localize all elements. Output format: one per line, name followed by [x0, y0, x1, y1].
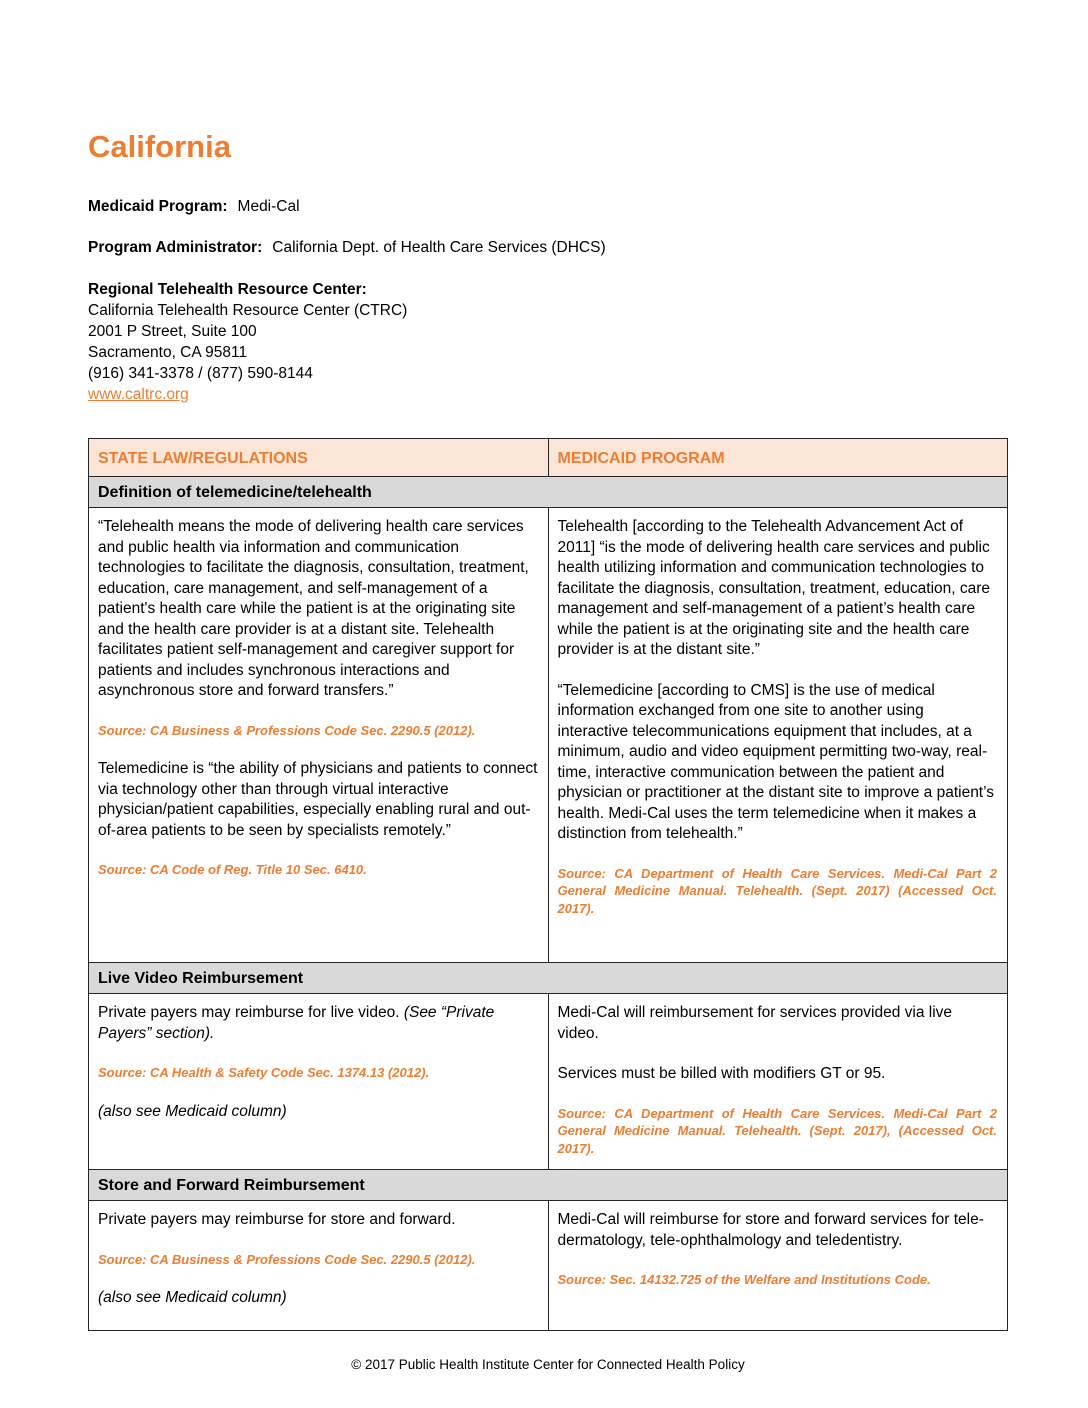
definition-medicaid-source1: Source: CA Department of Health Care Services. Medi-Cal Part 2 General Medicine Manual. Telehealth. (Sept. 2017) (Accessed Oct. 2017). [557, 865, 997, 916]
definition-medicaid-p1: Telehealth [according to the Telehealth Advancement Act of 2011] “is the mode of delivering health care services and public health utilizing information and communication technologies to facilitate the diagnosis, consultation, treatment, education, care management and self-management of a patient’s health care while the patient is at the originating site and the health care provider is at the distant site.” [557, 518, 991, 658]
store-forward-medicaid-source1: Source: Sec. 14132.725 of the Welfare and Institutions Code. [557, 1272, 931, 1287]
live-video-state-law-source1: Source: CA Health & Safety Code Sec. 1374.13 (2012). [98, 1065, 430, 1080]
store-forward-state-law-note: (also see Medicaid column) [98, 1289, 287, 1306]
policy-table [88, 438, 1008, 1331]
definition-state-law-source1: Source: CA Business & Professions Code Sec. 2290.5 (2012). [98, 722, 476, 738]
store-forward-medicaid-p1: Medi-Cal will reimburse for store and forward services for tele-dermatology, tele-ophthalmology and teledentistry. [557, 1211, 984, 1249]
table-row-definition [89, 508, 1008, 963]
live-video-state-law-note: (also see Medicaid column) [98, 1102, 287, 1120]
resource-center-city: Sacramento, CA 95811 [88, 344, 248, 361]
resource-center-label: Regional Telehealth Resource Center: [88, 281, 367, 298]
column-header-medicaid: MEDICAID PROGRAM [548, 439, 1008, 477]
definition-state-law-p1: “Telehealth means the mode of delivering health care services and public health via information and communication technologies to facilitate the diagnosis, consultation, treatment, education, care management, and self-management of a patient's health care while the patient is at the originating site and the health care provider is at a distant site. Telehealth facilitates patient self-management and caregiver support for patients and includes synchronous interactions and asynchronous store and forward transfers.” [98, 518, 529, 699]
resource-center-link-row [88, 384, 1008, 405]
definition-state-law-p2: Telemedicine is “the ability of physicians and patients to connect via technology other than through virtual interactive physician/patient capabilities, especially enabling rural and out-of-area patients to be seen by specialists remotely.” [98, 760, 538, 839]
live-video-state-law-cell [89, 994, 549, 1170]
live-video-medicaid-source1: Source: CA Department of Health Care Services. Medi-Cal Part 2 General Medicine Manual. Telehealth. (Sept. 2017), (Accessed Oct. 2017). [557, 1105, 997, 1156]
table-row-store-forward [89, 1201, 1008, 1331]
definition-medicaid-cell [548, 508, 1008, 963]
program-administrator-label: Program Administrator: [88, 239, 263, 256]
section-header-definition [89, 477, 1008, 508]
resource-center-link[interactable]: www.caltrc.org [88, 386, 189, 403]
column-header-state-law: STATE LAW/REGULATIONS [89, 439, 549, 477]
store-forward-medicaid-cell [548, 1201, 1008, 1331]
resource-center-phone: (916) 341-3378 / (877) 590-8144 [88, 365, 313, 382]
section-header-store-forward-label: Store and Forward Reimbursement [89, 1170, 1008, 1201]
live-video-medicaid-p1: Medi-Cal will reimbursement for services provided via live video. [557, 1004, 953, 1042]
medicaid-program-label: Medicaid Program: [88, 198, 228, 215]
store-forward-state-law-cell [89, 1201, 549, 1331]
table-row-live-video [89, 994, 1008, 1170]
section-header-definition-label: Definition of telemedicine/telehealth [89, 477, 1008, 508]
section-header-live-video-label: Live Video Reimbursement [89, 963, 1008, 994]
copyright-footer: © 2017 Public Health Institute Center for Connected Health Policy [351, 1357, 745, 1372]
resource-center-street: 2001 P Street, Suite 100 [88, 323, 257, 340]
program-administrator-value: California Dept. of Health Care Services (DHCS) [272, 239, 606, 256]
definition-medicaid-p2: “Telemedicine [according to CMS] is the use of medical information exchanged from one site to another using interactive telecommunications equipment that includes, at a minimum, audio and video equipment permitting two-way, real-time, interactive communication between the patient and physician or practitioner at the distant site to improve a patient’s health. Medi-Cal uses the term telemedicine when it makes a distinction from telehealth.” [557, 681, 995, 842]
live-video-state-law-p1 [98, 1003, 538, 1044]
live-video-state-law-p1-normal: Private payers may reimburse for live video. [98, 1004, 404, 1021]
live-video-state-law-p1-italic: (See “Private Payers” section). [98, 1004, 495, 1042]
table-header-row [89, 439, 1008, 477]
page-content [88, 0, 1008, 1372]
page-title: California [88, 129, 231, 164]
definition-state-law-source2: Source: CA Code of Reg. Title 10 Sec. 6410. [98, 862, 367, 877]
store-forward-state-law-p1: Private payers may reimburse for store and forward. [98, 1211, 456, 1228]
section-header-live-video [89, 963, 1008, 994]
medicaid-program-value: Medi-Cal [237, 198, 300, 215]
live-video-medicaid-p2: Services must be billed with modifiers GT or 95. [557, 1065, 886, 1082]
program-administrator-field [88, 237, 1008, 258]
resource-center-name: California Telehealth Resource Center (CTRC) [88, 302, 408, 319]
medicaid-program-field [88, 196, 1008, 217]
live-video-medicaid-cell [548, 994, 1008, 1170]
resource-center-block [88, 279, 1008, 405]
section-header-store-forward [89, 1170, 1008, 1201]
definition-state-law-cell [89, 508, 549, 963]
store-forward-state-law-source1: Source: CA Business & Professions Code Sec. 2290.5 (2012). [98, 1251, 476, 1267]
